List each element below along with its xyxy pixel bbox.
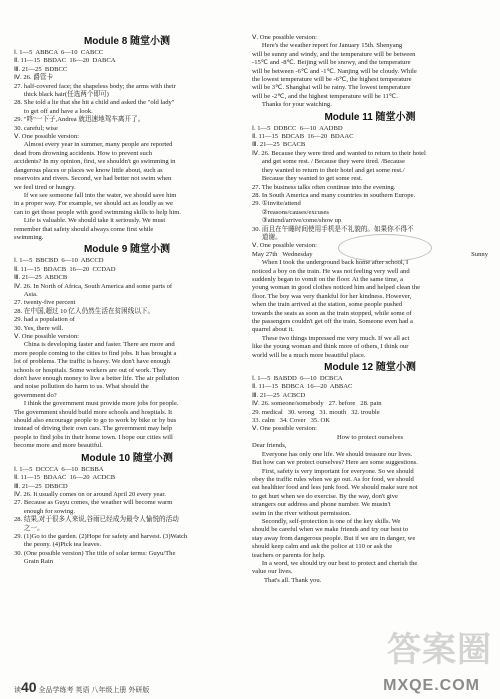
answer-line: to get off and have a look. <box>14 107 93 115</box>
answer-line: remember that safety should always come first while <box>14 225 154 233</box>
answer-line: Ⅲ. 21—25 BCACB <box>252 141 306 149</box>
answer-line: I think the government must provide more jobs for people. <box>14 400 179 408</box>
answer-line: 27. The business talks often continue into the evening. <box>252 183 396 191</box>
answer-line: become more and more beautiful. <box>14 442 103 450</box>
module-12-title: Module 12 随堂小测 <box>324 362 416 374</box>
answer-line: noticed a boy on the train. He was not feeling very well and <box>252 267 410 275</box>
answer-line: 道谢。 <box>252 233 282 241</box>
answer-line: Ⅰ. 1—5 ABBCA 6—10 CABCC <box>14 49 104 56</box>
answer-line: and noise pollution do harm to us. What should the <box>14 383 149 391</box>
answer-line: don't have enough money to live a better life. The air pollution <box>14 375 180 383</box>
answer-line: 29. had a population of <box>14 316 75 324</box>
answer-line: the lowest temperature will be -6℃, the highest temperature <box>252 76 412 84</box>
answer-line: 28. 在中国,超过 10 亿人仍然生活在贫困线以下。 <box>14 307 155 315</box>
answer-line: In a word, we should try our best to protect and cherish the <box>252 559 418 567</box>
answer-line: enough for sowing. <box>14 507 75 515</box>
answer-line: 29. (1)Go to the garden. (2)Hope for safety and harvest. (3)Watch <box>14 532 188 540</box>
answer-line: more people coming to the cities to find jobs. It has brought a <box>14 349 177 357</box>
answer-line: dangerous places or places we know little about, such as <box>14 166 163 174</box>
answer-line: obey the traffic rules when we go out. As for food, we should <box>252 475 414 483</box>
answer-line: Everyone has only one life. We should treasure our lives. <box>252 450 413 458</box>
answer-line: Ⅰ. 1—5 BABDD 6—10 DCBCA <box>252 375 343 383</box>
answer-line: will be sunny and windy, and the temperature will be between <box>252 50 416 58</box>
answer-line: and get some rest. / Because they were tired. /Because <box>252 158 405 166</box>
answer-line: 之一。 <box>14 524 44 532</box>
answer-line: Ⅴ. One possible version: <box>252 425 317 433</box>
answer-line: Ⅳ. 26. It usually comes on or around April 20 every year. <box>14 490 166 498</box>
answer-line: Dear friends, <box>252 442 287 450</box>
answer-line: Ⅱ. 11—15 BDCAB 16—20 BDAAC <box>252 133 354 141</box>
answer-line: instead of driving their own cars. The government may help <box>14 425 173 433</box>
answer-line: value our lives. <box>252 568 293 576</box>
answer-line: to get hurt when we do exercise. By the way, don't give <box>252 492 398 500</box>
answer-line: Ⅴ. One possible version: <box>14 333 79 340</box>
answer-line: the peony. (4)Pick tea leaves. <box>14 541 102 549</box>
answer-line: Thanks for your watching. <box>252 101 332 109</box>
answer-line: should keep calm and ask the police at 110 or ask the <box>252 543 393 551</box>
left-column <box>14 34 240 567</box>
answer-line: 29. ①invite/attend <box>252 200 301 208</box>
answer-line: Ⅱ. 11—15 BDAAC 16—20 ACDCB <box>14 474 116 482</box>
right-column <box>252 34 488 585</box>
module-12-essay <box>252 442 488 577</box>
answer-line: in a proper way. For example, we should act as loudly as we <box>14 200 173 208</box>
module-10-answers <box>14 466 240 567</box>
answer-line: Ⅲ. 21—25 DBBCD <box>14 482 68 490</box>
answer-line: 27. Because as Guyu comes, the weather will become warm <box>14 499 173 507</box>
footer-prefix: 读 <box>14 687 21 694</box>
answer-line: 33. calm 34. Cover 35. OK <box>252 417 331 425</box>
answer-line: 27. twenty-five percent <box>14 299 76 307</box>
answer-line: lot of problems. The traffic is heavy. We don't have enough <box>14 358 170 366</box>
answer-line: people to find jobs in their home town. I hope our cities will <box>14 433 173 441</box>
watermark-site: MXQE.COM <box>383 677 480 694</box>
module-12-answers <box>252 375 488 434</box>
answer-line: 30. 而且在午睡时间使用手机是不礼貌的。如果你不得不 <box>252 225 414 233</box>
module-8-title: Module 8 随堂小测 <box>83 36 171 47</box>
answer-line: Ⅲ. 21—25 ACBCD <box>252 391 306 399</box>
answer-line: Ⅲ. 21—25 ABDCB <box>14 274 68 282</box>
answer-line: schools or hospitals. Some workers are out of work. They <box>14 366 167 374</box>
answer-line: accidents? In my opinion, first, we shouldn't go swimming in <box>14 158 176 166</box>
answer-line: will be between -6℃ and -1℃. Nanjing will be cloudy. While <box>252 67 417 75</box>
answer-line: the passengers couldn't get off the train. Someone even had a <box>252 318 413 325</box>
module-10-title: Module 10 随堂小测 <box>81 452 173 464</box>
page-footer <box>14 679 149 695</box>
answer-line: May 27th Wednesday <box>252 250 313 258</box>
answer-line: thick black hair(任选两个即可) <box>14 91 109 99</box>
answer-line: Ⅴ. One possible version: <box>14 133 79 141</box>
answer-line: 30. Yes, there will. <box>14 324 64 332</box>
answer-line: will be -2℃, and the highest temperature will be 11℃. <box>252 92 398 100</box>
answer-line: can to get those people with good swimming skills to help him. <box>14 208 182 216</box>
answer-line: will be 3℃. Shanghai will be rainy. The lowest temperature <box>252 84 411 92</box>
answer-line: swim in the river without permission. <box>252 509 351 517</box>
module-11-title: Module 11 随堂小测 <box>324 111 416 123</box>
closing-line: That's all. Thank you. <box>264 576 322 584</box>
footer-text: 全品学练考 英语 八年级上册 外研版 <box>38 687 150 694</box>
answer-line: eat healthier food and less junk food. We should make sure not <box>252 484 418 492</box>
answer-line: young woman in good clothes noticed him and helped clean the <box>252 284 421 292</box>
answer-line: 28. 结果,对于很多人来说,谷雨已经成为最令人愉悦的活动 <box>14 516 179 524</box>
answer-line: Ⅳ. 26. someone/somebody 27. before 28. pain <box>252 400 382 408</box>
answer-line: 28. She told a lie that she hit a child and asked the "old lady" <box>14 99 175 107</box>
answer-line: Life is valuable. We should take it seriously. We must <box>14 217 166 225</box>
answer-line: Ⅳ. 26. 爵管卡 <box>14 74 54 82</box>
answer-line: -15℃ and -8℃. Beijing will be snowy, and the temperature <box>252 59 411 67</box>
answer-line: Asia. <box>14 290 38 298</box>
answer-line: 29. "咚"一下子,Andrea 就迅速地驾车离开了。 <box>14 116 145 124</box>
answer-line: When I took the underground back home after school, I <box>252 259 409 267</box>
answer-line: Ⅲ. 21—25 BDBCC <box>14 65 68 73</box>
answer-line: Ⅰ. 1—5 BBCBD 6—10 ABCCD <box>14 257 104 265</box>
answer-line: towards the seats as soon as the train stopped, while some of <box>252 309 412 317</box>
answer-line: 29. medical 30. wrong 31. mouth 32. trouble <box>252 408 380 416</box>
answer-line: Ⅱ. 11—15 BDACB 16—20 CCDAD <box>14 265 116 273</box>
answer-line: 30. careful; wise <box>14 124 58 132</box>
module-8-answers <box>14 49 240 242</box>
answer-line: should also encourage people to go to work by bike or by bus <box>14 417 177 425</box>
answer-line: strangers our address and phone number. We mustn't <box>252 501 391 509</box>
answer-line: ②reasons/causes/excuses <box>252 208 329 216</box>
answer-line: when the train arrived at the station, some people pushed <box>252 301 403 309</box>
answer-line: China is developing faster and faster. There are more and <box>14 341 175 349</box>
answer-line: reservoirs and rivers. Second, we had better not swim when <box>14 175 172 183</box>
answer-line: Ⅰ. 1—5 DCCCA 6—10 BCBBA <box>14 465 104 473</box>
answer-line: like the young woman and think more of others, I think our <box>252 343 409 351</box>
answer-line: ③attend/arrive/come/show up <box>252 217 342 225</box>
answer-line: The government should build more schools and hospitals. It <box>14 408 173 416</box>
answer-line: should be careful when we make friends and try our best to <box>252 526 409 534</box>
answer-line: Ⅴ. One possible version: <box>252 242 317 250</box>
answer-line: Ⅱ. 11—15 BDBCA 16—20 ABBAC <box>252 383 353 391</box>
answer-line: Here's the weather report for January 15th. Shenyang <box>252 42 403 50</box>
weather-note: Sunny <box>471 250 488 258</box>
answer-line: we feel tired or hungry. <box>14 183 76 191</box>
answer-line: swimming. <box>14 233 44 241</box>
answer-line: government do? <box>14 391 57 399</box>
answer-line: 30. (One possible version) The title of solar terms: Guyu/The <box>14 549 176 557</box>
answer-line: Ⅱ. 11—15 BBDAC 16—20 DABCA <box>14 57 116 65</box>
answer-line: If we see someone fall into the water, we should save him <box>14 191 177 199</box>
answer-line: quarrel about it. <box>252 326 294 334</box>
answer-line: 27. half-covered face; the shapeless body; the arms with their <box>14 82 176 90</box>
faded-stamp <box>338 234 432 262</box>
answer-line: world will be a much more beautiful place. <box>252 351 366 359</box>
answer-line: suddenly began to vomit on the floor. At the same time, a <box>252 275 404 283</box>
answer-line: These two things impressed me very much. If we all act <box>252 334 410 342</box>
answer-line: Ⅳ. 26. Because they were tired and wanted to return to their hotel <box>252 149 426 157</box>
answer-line: Because they wanted to get some rest. <box>252 175 363 183</box>
answer-line: Secondly, self-protection is one of the key skills. We <box>252 517 401 525</box>
page-number: 40 <box>21 679 37 695</box>
essay-title: How to protect ourselves <box>336 433 404 441</box>
answer-line: teachers or parents for help. <box>252 551 326 559</box>
answer-line: 28. In South America and many countries in southern Europe. <box>252 191 416 199</box>
answer-line: Almost every year in summer, many people are reported <box>14 141 173 149</box>
answer-line: Ⅰ. 1—5 DDBCC 6—10 AADBD <box>252 124 343 132</box>
answer-line: dead from drowning accidents. How to prevent such <box>14 149 153 157</box>
watermark-logo: 答案圈 <box>387 631 492 669</box>
answer-line: Ⅳ. 26. In North of Africa, South America and some parts of <box>14 282 173 290</box>
answer-line: Ⅴ. One possible version: <box>252 34 317 41</box>
answer-line: First, safety is very important for everyone. So we should <box>252 467 414 475</box>
module-11-answers <box>252 125 488 243</box>
answer-line: stay away from dangerous people. But if we are in danger, we <box>252 534 416 542</box>
module-9-title: Module 9 随堂小测 <box>83 244 171 256</box>
answer-line: they wanted to return to their hotel and get some rest./ <box>252 166 405 174</box>
module-10-essay <box>252 34 488 110</box>
module-9-answers <box>14 257 240 450</box>
answer-line: But how can we protect ourselves? Here are some suggestions. <box>252 459 418 467</box>
answer-line: Grain Rain <box>14 558 54 566</box>
answer-line: floor. The boy was very thankful for her kindness. However, <box>252 292 412 300</box>
